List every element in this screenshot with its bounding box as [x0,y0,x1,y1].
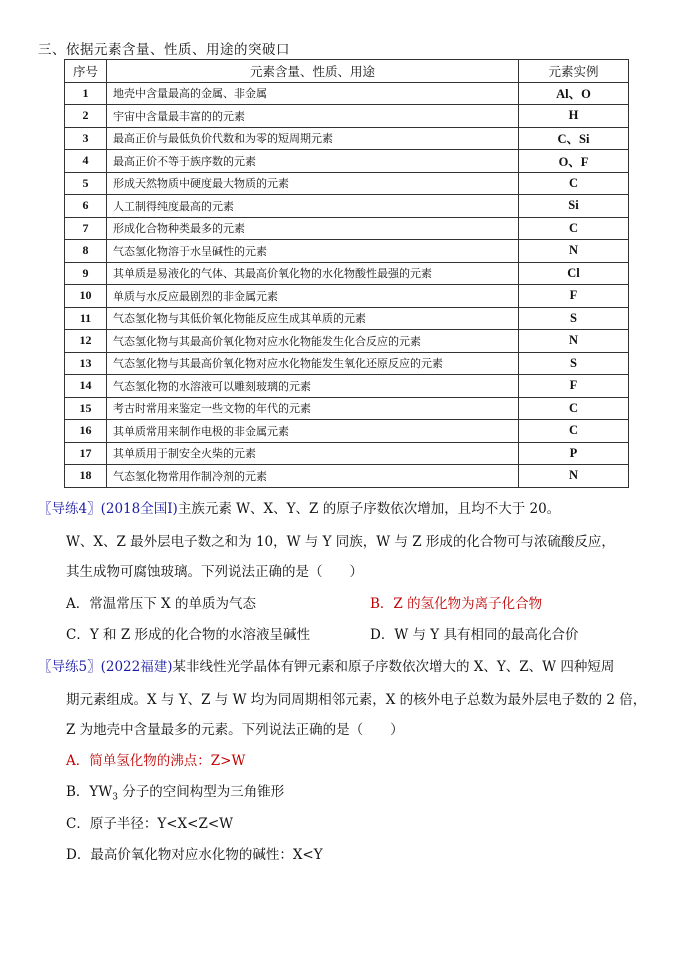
q4-option-d: D．W 与 Y 具有相同的最高化合价 [370,627,579,643]
row-description: 最高正价不等于族序数的元素 [107,150,519,173]
row-description: 气态氢化物与其低价氧化物能反应生成其单质的元素 [107,307,519,330]
row-description: 单质与水反应最剧烈的非金属元素 [107,285,519,308]
table-row [65,82,629,105]
row-description: 气态氢化物溶于水呈碱性的元素 [107,240,519,263]
row-number: 8 [65,240,107,263]
row-number: 13 [65,352,107,375]
row-number: 7 [65,217,107,240]
row-element: S [519,307,629,330]
row-description: 形成天然物质中硬度最大物质的元素 [107,172,519,195]
header-element: 元素实例 [519,60,629,83]
table-row [65,127,629,150]
row-number: 5 [65,172,107,195]
q4-stem-line2: W、X、Z 最外层电子数之和为 10，W 与 Y 同族，W 与 Z 形成的化合物可与浓硫酸反应， [66,534,615,550]
q4-stem-line3: 其生成物可腐蚀玻璃。下列说法正确的是（ ） [66,564,363,580]
row-number: 10 [65,285,107,308]
q5-option-b-suffix: 分子的空间构型为三角锥形 [117,784,285,800]
row-description: 气态氢化物常用作制冷剂的元素 [107,465,519,488]
table-row [65,420,629,443]
q5-tag: 〖导练5〗 [38,659,101,675]
row-number: 4 [65,150,107,173]
row-element: C [519,217,629,240]
table-row [65,150,629,173]
row-description: 形成化合物种类最多的元素 [107,217,519,240]
row-element: O、F [519,150,629,173]
q4-tag: 〖导练4〗 [38,501,101,517]
table-row [65,465,629,488]
row-description: 地壳中含量最高的金属、非金属 [107,82,519,105]
row-number: 3 [65,127,107,150]
row-element: F [519,375,629,398]
q4-stem-line1 [38,497,560,517]
row-number: 16 [65,420,107,443]
row-description: 人工制得纯度最高的元素 [107,195,519,218]
row-element: H [519,105,629,128]
table-row [65,105,629,128]
q5-option-b [66,780,284,803]
q5-option-c: C．原子半径：Y<X<Z<W [66,816,234,832]
q5-stem-line1 [38,655,614,675]
row-element: C [519,172,629,195]
row-element: Si [519,195,629,218]
table-row [65,195,629,218]
table-row [65,262,629,285]
table-row [65,217,629,240]
q5-option-d: D．最高价氧化物对应水化物的碱性：X<Y [66,847,323,863]
row-description: 其单质用于制安全火柴的元素 [107,442,519,465]
row-element: C、Si [519,127,629,150]
element-facts-table [64,59,629,488]
table-header-row [65,60,629,83]
row-number: 9 [65,262,107,285]
q5-stem-text: 某非线性光学晶体有钾元素和原子序数依次增大的 X、Y、Z、W 四种短周 [172,659,615,675]
table-row [65,285,629,308]
table-row [65,375,629,398]
row-element: F [519,285,629,308]
row-description: 气态氢化物与其最高价氧化物对应水化物能发生化合反应的元素 [107,330,519,353]
q4-option-c: C．Y 和 Z 形成的化合物的水溶液呈碱性 [66,627,310,643]
header-description: 元素含量、性质、用途 [107,60,519,83]
q5-option-b-subscript: 3 [112,792,118,803]
row-element: C [519,397,629,420]
q5-option-b-prefix: B．YW [66,784,113,800]
row-element: Al、O [519,82,629,105]
q5-source: (2022福建) [100,659,173,675]
q5-stem-line3: Z 为地壳中含量最多的元素。下列说法正确的是（ ） [66,722,404,738]
table-row [65,442,629,465]
table-row [65,330,629,353]
row-number: 17 [65,442,107,465]
q4-option-b: B．Z 的氢化物为离子化合物 [370,596,543,612]
table-row [65,240,629,263]
q4-stem-text: 主族元素 W、X、Y、Z 的原子序数依次增加，且均不大于 20。 [177,501,561,517]
row-number: 2 [65,105,107,128]
table-row [65,172,629,195]
row-description: 其单质常用来制作电极的非金属元素 [107,420,519,443]
q4-source: (2018全国Ⅰ) [100,501,178,517]
header-number: 序号 [65,60,107,83]
q5-stem-line2: 期元素组成。X 与 Y、Z 与 W 均为同周期相邻元素，X 的核外电子总数为最外层电子数的 2 倍， [66,692,647,708]
row-description: 宇宙中含量最丰富的的元素 [107,105,519,128]
row-description: 考古时常用来鉴定一些文物的年代的元素 [107,397,519,420]
table-row [65,307,629,330]
row-element: N [519,330,629,353]
row-description: 最高正价与最低负价代数和为零的短周期元素 [107,127,519,150]
row-element: C [519,420,629,443]
row-element: N [519,465,629,488]
row-number: 1 [65,82,107,105]
row-number: 11 [65,307,107,330]
row-number: 6 [65,195,107,218]
row-number: 18 [65,465,107,488]
row-element: N [519,240,629,263]
table-row [65,397,629,420]
row-element: Cl [519,262,629,285]
row-description: 气态氢化物的水溶液可以雕刻玻璃的元素 [107,375,519,398]
q4-option-a: A．常温常压下 X 的单质为气态 [66,596,256,612]
row-description: 气态氢化物与其最高价氧化物对应水化物能发生氧化还原反应的元素 [107,352,519,375]
section-title: 三、依据元素含量、性质、用途的突破口 [38,42,290,58]
row-number: 14 [65,375,107,398]
row-element: P [519,442,629,465]
row-element: S [519,352,629,375]
row-number: 12 [65,330,107,353]
q5-option-a: A．简单氢化物的沸点：Z>W [66,753,246,769]
row-number: 15 [65,397,107,420]
row-description: 其单质是易液化的气体、其最高价氧化物的水化物酸性最强的元素 [107,262,519,285]
table-row [65,352,629,375]
